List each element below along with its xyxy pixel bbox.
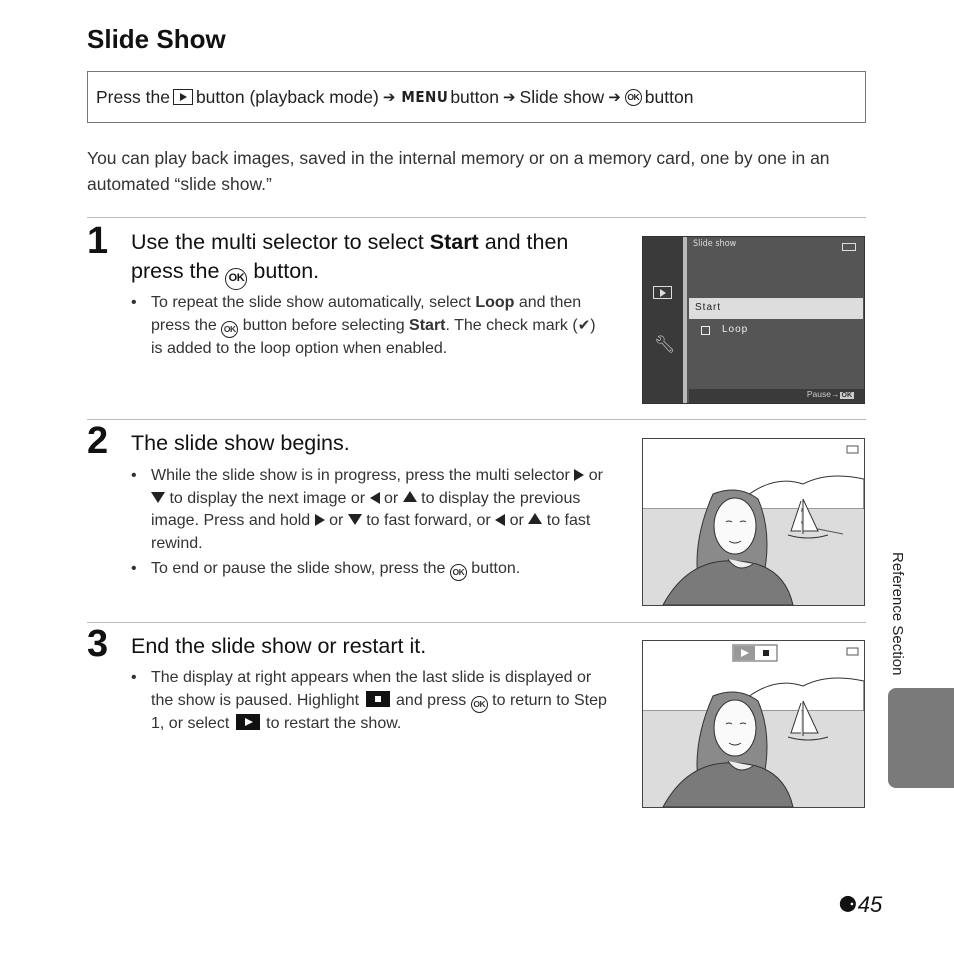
bullet-text: to fast forward, or xyxy=(361,512,496,529)
battery-icon xyxy=(842,243,856,251)
list-item xyxy=(131,465,611,555)
bullet-text: to return to Step 1, or select xyxy=(151,691,607,732)
section-side-label-text: Reference Section xyxy=(889,552,906,676)
down-arrow-icon xyxy=(348,514,362,525)
step-2-heading: The slide show begins. xyxy=(131,431,350,455)
right-arrow-icon xyxy=(574,469,584,481)
reference-section-icon: ⚈ xyxy=(838,892,858,917)
bullet-text: To repeat the slide show automatically, select xyxy=(151,294,476,311)
step-number-3: 3 xyxy=(87,623,109,665)
divider xyxy=(87,419,866,420)
bullet-text: and press xyxy=(391,691,471,709)
ok-button-icon: OK xyxy=(625,89,642,106)
step-1-heading-text-3: button. xyxy=(247,259,320,283)
loop-keyword: Loop xyxy=(475,294,515,311)
ok-button-icon: OK xyxy=(225,268,247,290)
arrow-right-icon: ➔ xyxy=(502,89,516,106)
divider xyxy=(87,622,866,623)
start-keyword: Start xyxy=(409,316,446,334)
pause-label: Pause xyxy=(806,389,831,399)
section-side-label xyxy=(887,552,927,702)
checkbox-icon xyxy=(701,326,710,335)
section-tab xyxy=(888,688,954,788)
ok-mini-icon: OK xyxy=(841,392,852,399)
sidebar-divider xyxy=(683,237,687,403)
step-number-2: 2 xyxy=(87,420,109,462)
intro-paragraph: You can play back images, saved in the internal memory or on a memory card, one by one in an automated “slide show.” xyxy=(87,148,830,194)
playback-button-icon xyxy=(173,89,193,105)
step-1-bullets xyxy=(131,292,611,363)
up-arrow-icon xyxy=(528,513,542,524)
check-mark-icon: ✔ xyxy=(577,316,591,334)
step-2-bullets xyxy=(131,465,611,584)
pause-hint: Pause→ OK xyxy=(806,389,852,399)
bullet-text: or xyxy=(379,489,403,507)
play-button-icon xyxy=(236,714,260,730)
arrow-right-icon: ➔ xyxy=(382,89,396,106)
page-number xyxy=(838,892,882,918)
menu-item-start[interactable]: Start xyxy=(695,302,722,313)
menu-item-loop[interactable]: Loop xyxy=(722,324,749,335)
bullet-text: button. xyxy=(466,560,521,577)
photo-illustration xyxy=(643,641,864,807)
bullet-text: The display at right appears when the last slide is displayed or the show is paused. Highlight xyxy=(151,669,592,709)
step-number-1: 1 xyxy=(87,220,109,262)
bullet-text: or xyxy=(505,512,529,529)
divider xyxy=(87,217,866,218)
paused-slide-photo xyxy=(642,640,865,808)
list-item xyxy=(131,667,611,735)
menu-sidebar xyxy=(643,237,683,403)
right-arrow-icon xyxy=(315,514,325,526)
step-3-bullets xyxy=(131,667,611,738)
step-1-heading-text: Use the multi selector to select xyxy=(131,230,430,254)
list-item xyxy=(131,558,611,581)
bullet-text: . The check mark ( xyxy=(445,316,578,334)
bullet-text: While the slide show is in progress, press the multi selector xyxy=(151,467,575,484)
bullet-text: ) is added to the loop option when enabled. xyxy=(151,316,596,357)
bullet-text: or xyxy=(324,512,348,529)
wrench-icon: 🔧︎ xyxy=(654,335,676,354)
nav-playback-text: button (playback mode) xyxy=(195,86,379,107)
arrow-right-icon: ➔ xyxy=(608,89,621,106)
ok-button-icon: OK xyxy=(450,564,467,581)
slide-show-photo xyxy=(642,438,865,606)
step-3-heading: End the slide show or restart it. xyxy=(131,634,427,658)
nav-press-the: Press the xyxy=(96,86,170,107)
step-1-heading-text-2: and then press the xyxy=(131,230,569,283)
up-arrow-icon xyxy=(403,491,417,502)
nav-button-text: button xyxy=(450,86,499,107)
bullet-text: to display the previous image. Press and hold xyxy=(151,489,581,529)
bullet-text: or xyxy=(584,467,603,484)
page-title: Slide Show xyxy=(87,24,226,54)
bullet-text: and then press the xyxy=(151,294,582,334)
start-keyword: Start xyxy=(429,230,479,254)
nav-slide-show-text: Slide show xyxy=(519,86,605,107)
ok-button-icon: OK xyxy=(471,696,488,713)
down-arrow-icon xyxy=(151,492,165,503)
menu-button-label: MENU xyxy=(401,88,449,106)
step-1-heading xyxy=(131,228,621,290)
bullet-text: To end or pause the slide show, press the xyxy=(151,560,450,577)
bullet-text: to fast rewind. xyxy=(151,512,591,552)
nav-button-text-2: button xyxy=(644,86,694,107)
bullet-text: button before selecting xyxy=(238,316,410,334)
photo-illustration xyxy=(643,439,864,605)
ok-button-icon: OK xyxy=(221,321,238,338)
menu-title: Slide show xyxy=(693,239,737,249)
playback-menu-icon xyxy=(653,286,672,299)
left-arrow-icon xyxy=(495,514,505,526)
stop-button-icon xyxy=(366,691,390,707)
list-item xyxy=(131,292,611,360)
camera-slide-show-menu xyxy=(642,236,865,404)
page-number-text: 45 xyxy=(857,892,883,917)
navigation-path-box xyxy=(87,71,866,123)
left-arrow-icon xyxy=(370,492,380,504)
bullet-text: to restart the show. xyxy=(261,714,402,732)
bullet-text: to display the next image or xyxy=(165,489,370,507)
